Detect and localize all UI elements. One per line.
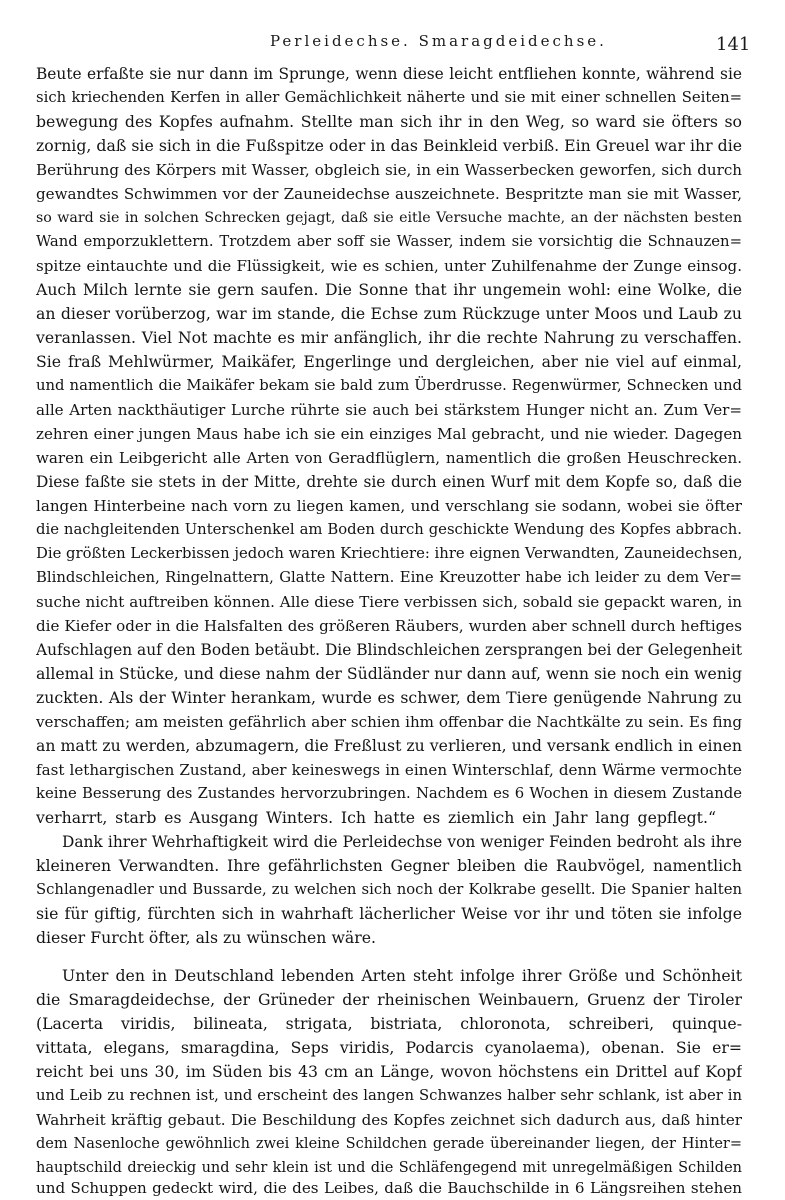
text-line: zuckten. Als der Winter herankam, wurde es schwer, dem Tiere genügende Nahrung zu [36, 688, 742, 707]
text-line: verschaffen; am meisten gefährlich aber schien ihm offenbar die Nachtkälte zu sein. Es fing [36, 713, 742, 731]
text-line: Wahrheit kräftig gebaut. Die Beschildung des Kopfes zeichnet sich dadurch aus, daß hinter [36, 1111, 742, 1129]
text-line: Diese faßte sie stets in der Mitte, drehte sie durch einen Wurf mit dem Kopfe so, daß die [36, 473, 742, 491]
text-line: dem Nasenloche gewöhnlich zwei kleine Schildchen gerade übereinander liegen, der Hinter= [36, 1136, 742, 1152]
text-line: alle Arten nackthäutiger Lurche rührte sie auch bei stärkstem Hunger nicht an. Zum Ver= [36, 401, 742, 419]
text-line: sich kriechenden Kerfen in aller Gemächlichkeit näherte und sie mit einer schnellen Seiten= [36, 89, 742, 106]
text-line: veranlassen. Viel Not machte es mir anfänglich, ihr die rechte Nahrung zu verschaffen. [36, 328, 742, 347]
text-line: fast lethargischen Zustand, aber keineswegs in einen Winterschlaf, denn Wärme vermochte [36, 761, 742, 779]
text-line: verharrt, starb es Ausgang Winters. Ich hatte es ziemlich ein Jahr lang gepflegt.“ [36, 808, 716, 827]
page-number: 141 [716, 34, 751, 55]
text-line: dieser Furcht öfter, als zu wünschen wäre. [36, 928, 376, 947]
text-line: Die größten Leckerbissen jedoch waren Kriechtiere: ihre eignen Verwandten, Zauneidechsen, [36, 545, 742, 562]
text-line: keine Besserung des Zustandes hervorzubringen. Nachdem es 6 Wochen in diesem Zustande [36, 785, 742, 802]
text-line: und Schuppen gedeckt wird, die des Leibes, daß die Bauchschilde in 6 Längsreihen stehen [36, 1179, 742, 1197]
text-line: die Smaragdeidechse, der Grüneder der rheinischen Weinbauern, Gruenz der Tiroler [36, 990, 742, 1009]
text-line: gewandtes Schwimmen vor der Zauneidechse auszeichnete. Bespritzte man sie mit Wasser, [36, 185, 742, 203]
text-line: Auch Milch lernte sie gern saufen. Die Sonne that ihr ungemein wohl: eine Wolke, die [36, 280, 742, 299]
text-line: zehren einer jungen Maus habe ich sie ein einziges Mal gebracht, und nie wieder. Dagegen [36, 425, 742, 443]
text-line: Schlangenadler und Bussarde, zu welchen sich noch der Kolkrabe gesellt. Die Spanier halten [36, 881, 742, 898]
text-line: allemal in Stücke, und diese nahm der Südländer nur dann auf, wenn sie noch ein wenig [36, 664, 742, 683]
text-line: spitze eintauchte und die Flüssigkeit, wie es schien, unter Zuhilfenahme der Zunge einsog. [36, 257, 742, 275]
text-line: Berührung des Körpers mit Wasser, obgleich sie, in ein Wasserbecken geworfen, sich durch [36, 161, 742, 179]
text-line: an matt zu werden, abzumagern, die Freßlust zu verlieren, und versank endlich in einen [36, 736, 742, 755]
text-line: zornig, daß sie sich in die Fußspitze oder in das Beinkleid verbiß. Ein Greuel war ihr die [36, 136, 742, 155]
running-title: Perleidechse. Smaragdeidechse. [270, 32, 607, 50]
text-line: suche nicht auftreiben können. Alle diese Tiere verbissen sich, sobald sie gepackt waren, in [36, 593, 742, 611]
text-line: Dank ihrer Wehrhaftigkeit wird die Perleidechse von weniger Feinden bedroht als ihre [62, 833, 742, 851]
text-line: sie für giftig, fürchten sich in wahrhaft lächerlicher Weise vor ihr und töten sie infolge [36, 904, 742, 923]
text-line: kleineren Verwandten. Ihre gefährlichsten Gegner bleiben die Raubvögel, namentlich [36, 856, 742, 875]
text-line: bewegung des Kopfes aufnahm. Stellte man sich ihr in den Weg, so ward sie öfters so [36, 112, 742, 131]
text-line: vittata, elegans, smaragdina, Seps viridis, Podarcis cyanolaema), obenan. Sie er= [36, 1038, 742, 1057]
text-line: Aufschlagen auf den Boden betäubt. Die Blindschleichen zersprangen bei der Gelegenheit [36, 641, 742, 659]
text-line: so ward sie in solchen Schrecken gejagt, daß sie eitle Versuche machte, an der nächsten besten [36, 210, 742, 226]
text-line: reicht bei uns 30, im Süden bis 43 cm an Länge, wovon höchstens ein Drittel auf Kopf [36, 1062, 742, 1081]
text-line: Unter den in Deutschland lebenden Arten steht infolge ihrer Größe und Schönheit [62, 966, 742, 985]
text-line: (Lacerta viridis, bilineata, strigata, bistriata, chloronota, schreiberi, quinque- [36, 1014, 742, 1033]
text-line: langen Hinterbeine nach vorn zu liegen kamen, und verschlang sie sodann, wobei sie öfter [36, 497, 742, 515]
page-header [0, 30, 785, 58]
text-line: Sie fraß Mehlwürmer, Maikäfer, Engerlinge und dergleichen, aber nie viel auf einmal, [36, 352, 742, 371]
text-line: an dieser vorüberzog, war im stande, die Echse zum Rückzuge unter Moos und Laub zu [36, 304, 742, 323]
text-line: Wand emporzuklettern. Trotzdem aber soff sie Wasser, indem sie vorsichtig die Schnauzen= [36, 233, 742, 250]
text-line: und Leib zu rechnen ist, und erscheint des langen Schwanzes halber sehr schlank, ist aber in [36, 1087, 742, 1104]
text-line: Blindschleichen, Ringelnattern, Glatte Nattern. Eine Kreuzotter habe ich leider zu dem Ver= [36, 569, 742, 586]
text-line: und namentlich die Maikäfer bekam sie bald zum Überdrusse. Regenwürmer, Schnecken und [36, 377, 742, 394]
text-line: waren ein Leibgericht alle Arten von Geradflüglern, namentlich die großen Heuschrecken. [36, 449, 742, 467]
text-line: die Kiefer oder in die Halsfalten des größeren Räubers, wurden aber schnell durch heftiges [36, 617, 742, 635]
text-line: Beute erfaßte sie nur dann im Sprunge, wenn diese leicht entfliehen konnte, während sie [36, 65, 742, 83]
text-line: die nachgleitenden Unterschenkel am Boden durch geschickte Wendung des Kopfes abbrach. [36, 521, 742, 538]
text-line: hauptschild dreieckig und sehr klein ist und die Schläfengegend mit unregelmäßigen Schilden [36, 1160, 742, 1176]
